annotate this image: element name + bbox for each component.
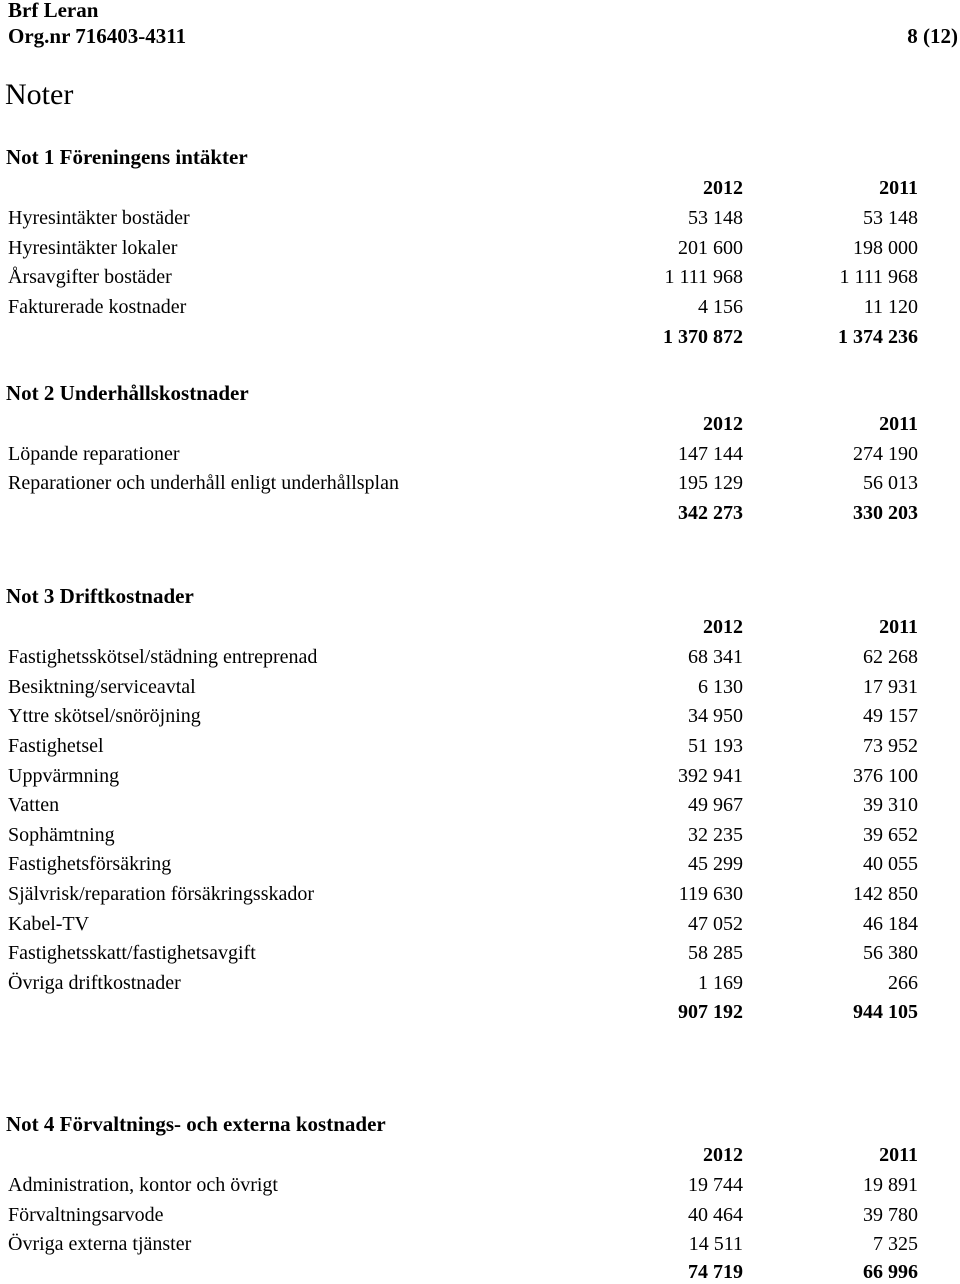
- value-2011: 11 120: [863, 296, 918, 318]
- total-2011: 330 203: [853, 502, 918, 524]
- row-label: Besiktning/serviceavtal: [8, 676, 196, 698]
- year-header-2011: 2011: [879, 177, 918, 199]
- value-2012: 4 156: [698, 296, 743, 318]
- year-header-2011: 2011: [879, 1144, 918, 1166]
- value-2012: 53 148: [688, 207, 743, 229]
- year-header-2012: 2012: [703, 1144, 743, 1166]
- row-label: Hyresintäkter bostäder: [8, 207, 190, 229]
- value-2011: 39 310: [863, 794, 918, 816]
- note-title: Not 3 Driftkostnader: [6, 584, 194, 608]
- value-2011: 53 148: [863, 207, 918, 229]
- total-2011: 944 105: [853, 1001, 918, 1023]
- value-2011: 19 891: [863, 1174, 918, 1196]
- value-2012: 1 111 968: [664, 266, 743, 288]
- year-header-2011: 2011: [879, 616, 918, 638]
- row-label: Vatten: [8, 794, 60, 816]
- row-label: Sophämtning: [8, 824, 115, 846]
- row-label: Löpande reparationer: [8, 443, 180, 465]
- value-2011: 376 100: [853, 765, 918, 787]
- value-2012: 392 941: [678, 765, 743, 787]
- value-2012: 40 464: [688, 1204, 743, 1226]
- row-label: Självrisk/reparation försäkringsskador: [8, 883, 315, 905]
- row-label: Fastighetsskatt/fastighetsavgift: [8, 942, 256, 964]
- page-title: Noter: [5, 78, 74, 111]
- total-2012: 1 370 872: [663, 326, 743, 348]
- value-2012: 45 299: [688, 853, 743, 875]
- row-label: Årsavgifter bostäder: [8, 266, 172, 288]
- row-label: Förvaltningsarvode: [8, 1204, 164, 1226]
- value-2012: 195 129: [678, 472, 743, 494]
- value-2011: 56 013: [863, 472, 918, 494]
- row-label: Övriga driftkostnader: [8, 972, 181, 994]
- value-2012: 1 169: [698, 972, 743, 994]
- value-2011: 266: [888, 972, 918, 994]
- row-label: Fastighetsskötsel/städning entreprenad: [8, 646, 318, 668]
- value-2011: 40 055: [863, 853, 918, 875]
- value-2012: 49 967: [688, 794, 743, 816]
- row-label: Hyresintäkter lokaler: [8, 237, 178, 259]
- org-name: Brf Leran: [8, 0, 99, 22]
- row-label: Administration, kontor och övrigt: [8, 1174, 278, 1196]
- row-label: Fastighetsel: [8, 735, 104, 757]
- value-2012: 119 630: [678, 883, 743, 905]
- value-2011: 49 157: [863, 705, 918, 727]
- note-title: Not 4 Förvaltnings- och externa kostnader: [6, 1112, 386, 1136]
- value-2012: 34 950: [688, 705, 743, 727]
- year-header-2011: 2011: [879, 413, 918, 435]
- value-2011: 142 850: [853, 883, 918, 905]
- row-label: Övriga externa tjänster: [8, 1233, 192, 1255]
- row-label: Fakturerade kostnader: [8, 296, 187, 318]
- value-2012: 6 130: [698, 676, 743, 698]
- value-2012: 201 600: [678, 237, 743, 259]
- value-2012: 47 052: [688, 913, 743, 935]
- row-label: Kabel-TV: [8, 913, 90, 935]
- note-title: Not 1 Föreningens intäkter: [6, 145, 248, 169]
- total-2011: 1 374 236: [838, 326, 918, 348]
- value-2011: 274 190: [853, 443, 918, 465]
- row-label: Yttre skötsel/snöröjning: [8, 705, 201, 727]
- note-title: Not 2 Underhållskostnader: [6, 381, 249, 405]
- value-2012: 14 511: [688, 1233, 743, 1255]
- row-label: Reparationer och underhåll enligt underhållsplan: [8, 472, 399, 494]
- total-2012: 907 192: [678, 1001, 743, 1023]
- value-2011: 7 325: [873, 1233, 918, 1255]
- value-2011: 39 780: [863, 1204, 918, 1226]
- value-2012: 147 144: [678, 443, 743, 465]
- total-2011: 66 996: [863, 1261, 918, 1283]
- value-2012: 32 235: [688, 824, 743, 846]
- row-label: Fastighetsförsäkring: [8, 853, 172, 875]
- value-2011: 17 931: [863, 676, 918, 698]
- page-number: 8 (12): [907, 24, 958, 48]
- total-2012: 74 719: [688, 1261, 743, 1283]
- value-2011: 46 184: [863, 913, 918, 935]
- value-2011: 1 111 968: [839, 266, 918, 288]
- value-2011: 56 380: [863, 942, 918, 964]
- year-header-2012: 2012: [703, 177, 743, 199]
- value-2012: 19 744: [688, 1174, 743, 1196]
- value-2012: 51 193: [688, 735, 743, 757]
- value-2011: 198 000: [853, 237, 918, 259]
- org-number: Org.nr 716403-4311: [8, 24, 187, 48]
- value-2011: 73 952: [863, 735, 918, 757]
- value-2011: 39 652: [863, 824, 918, 846]
- year-header-2012: 2012: [703, 616, 743, 638]
- value-2012: 68 341: [688, 646, 743, 668]
- total-2012: 342 273: [678, 502, 743, 524]
- row-label: Uppvärmning: [8, 765, 120, 787]
- year-header-2012: 2012: [703, 413, 743, 435]
- value-2011: 62 268: [863, 646, 918, 668]
- value-2012: 58 285: [688, 942, 743, 964]
